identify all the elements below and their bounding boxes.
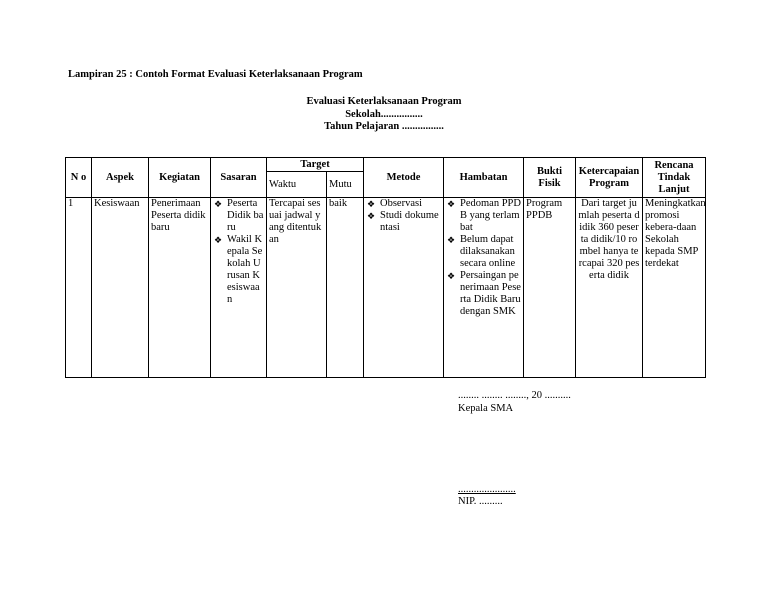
signature-name: ......................: [458, 484, 516, 495]
list-item: ❖ Pedoman PPDB yang terlambat: [446, 198, 521, 234]
header-metode: Metode: [364, 158, 444, 198]
header-aspek: Aspek: [92, 158, 149, 198]
header-bukti-fisik: Bukti Fisik: [524, 158, 576, 198]
school-line: Sekolah................: [345, 109, 423, 120]
header-rencana: Rencana Tindak Lanjut: [643, 158, 706, 198]
list-item: ❖ Observasi: [366, 198, 441, 210]
attachment-title: Lampiran 25 : Contoh Format Evaluasi Keterlaksanaan Program: [68, 69, 363, 80]
cell-kegiatan: Penerimaan Peserta didik baru: [149, 198, 211, 378]
cell-ketercapaian: Dari target jumlah peserta didik 360 peserta didik/10 rombel hanya tercapai 320 peserta didik: [576, 198, 643, 378]
header-target: Target: [267, 158, 364, 172]
school-year-line: Tahun Pelajaran ................: [324, 121, 444, 132]
cell-metode: [364, 198, 444, 378]
header-ketercapaian: Ketercapaian Program: [576, 158, 643, 198]
cell-mutu: baik: [327, 198, 364, 378]
cell-no: 1: [66, 198, 92, 378]
cell-hambatan: [444, 198, 524, 378]
list-item: ❖ Peserta Didik baru: [213, 198, 264, 234]
evaluation-table: [65, 157, 706, 378]
signature-date: ........ ........ ........, 20 ..........: [458, 390, 571, 401]
signature-nip: NIP. .........: [458, 496, 503, 507]
list-item: ❖ Persaingan penerimaan Peserta Didik Baru dengan SMK: [446, 270, 521, 318]
cell-bukti-fisik: Program PPDB: [524, 198, 576, 378]
header-hambatan: Hambatan: [444, 158, 524, 198]
header-sasaran: Sasaran: [211, 158, 267, 198]
document-title: Evaluasi Keterlaksanaan Program: [306, 96, 462, 107]
header-mutu: Mutu: [327, 172, 364, 198]
header-waktu: Waktu: [267, 172, 327, 198]
cell-aspek: Kesiswaan: [92, 198, 149, 378]
cell-rencana: Meningkatkan promosi kebera-daan Sekolah kepada SMP terdekat: [643, 198, 706, 378]
signature-role: Kepala SMA: [458, 403, 514, 414]
list-item: ❖ Belum dapat dilaksanakan secara online: [446, 234, 521, 270]
header-kegiatan: Kegiatan: [149, 158, 211, 198]
table-row: [66, 198, 706, 378]
list-item: ❖ Studi dokumentasi: [366, 210, 441, 234]
list-item: ❖ Wakil Kepala Sekolah Urusan Kesiswaan: [213, 234, 264, 306]
header-no: N o: [66, 158, 92, 198]
cell-waktu: Tercapai sesuai jadwal yang ditentukan: [267, 198, 327, 378]
cell-sasaran: [211, 198, 267, 378]
